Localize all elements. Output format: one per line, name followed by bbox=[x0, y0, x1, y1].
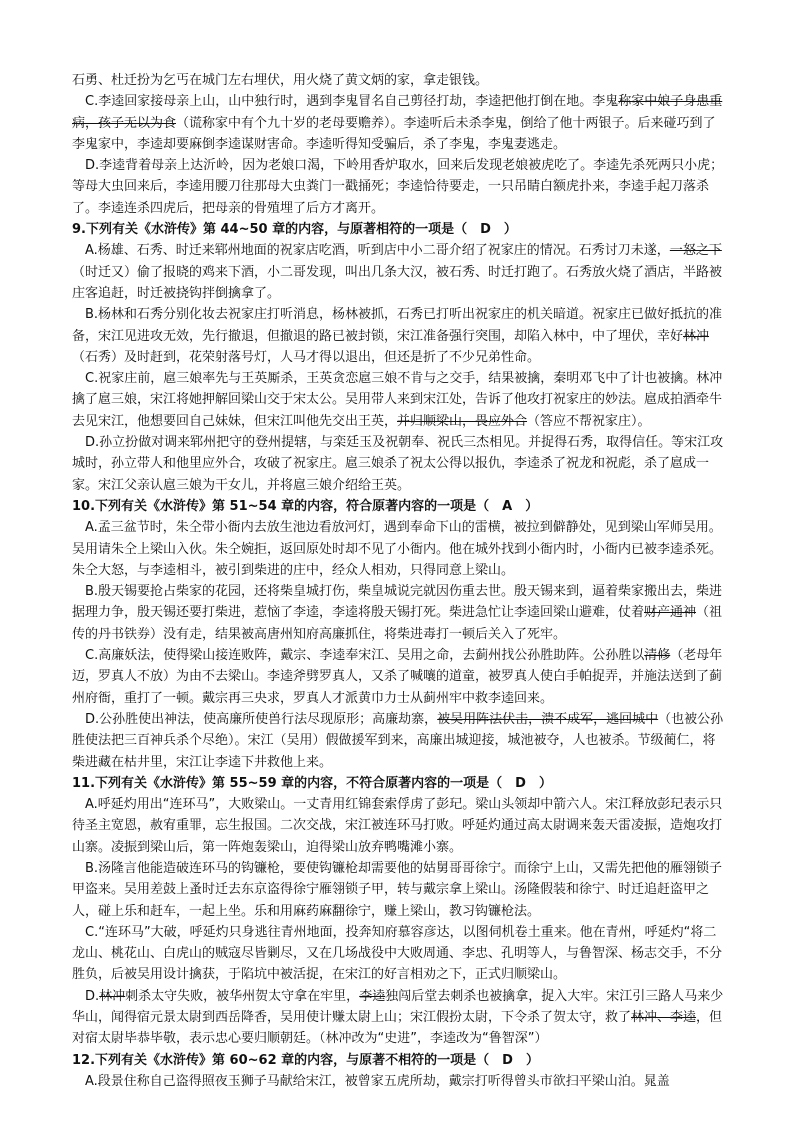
text-run: D. bbox=[85, 988, 100, 1004]
struck-text: 一怒之下 bbox=[669, 243, 722, 259]
text-run: C.“连环马”大破，呼延灼只身逃往青州地面，投奔知府慕容彦达，以图伺机卷土重来。他在青州，呼延灼“将二龙山、桃花山、白虎山的贼寇尽皆剿尽，又在几场战役中大败周通、李忠、孔明等人，与鲁智深、杨志交手，不分胜负，后被吴用设计擒获，于陷坑中被活捉，在宋江的好言相劝之下，正式归顺梁山。 bbox=[72, 924, 723, 983]
paragraph bbox=[72, 517, 728, 581]
paragraph bbox=[72, 922, 728, 986]
struck-text: 林冲、李逵 bbox=[631, 1010, 697, 1026]
struck-text: 并归顺梁山，畏应外合 bbox=[397, 413, 528, 429]
text-run: D.孙立扮做对调来郓州把守的登州提辖，与栾廷玉及祝朝奉、祝氏三杰相见。并捉得石秀，取得信任。等宋江攻城时，孙立带人和他里应外合，攻破了祝家庄。扈三娘杀了祝太公得以报仇，李逵杀了祝龙和祝彪，杀了扈成一家。宋江父亲认扈三娘为干女儿，并将扈三娘介绍给王英。 bbox=[72, 435, 724, 493]
question-heading bbox=[72, 496, 728, 517]
text-run: A.孟三盆节时，朱仝带小衙内去放生池边看放河灯，遇到奉命下山的雷横，被拉到僻静处，见到梁山军师吴用。吴用请朱仝上梁山入伙。朱仝婉拒，返回原处时却不见了小衙内。他在城外找到小衙内时，小衙内已被李逵杀死。朱仝大怒，与李逵相斗，被引到柴进的庄中，经众人相劝，只得同意上梁山。 bbox=[72, 520, 723, 578]
struck-text: 林冲 bbox=[683, 328, 710, 344]
struck-text: 被吴用阵法伏击，溃不成军，逃回城中 bbox=[437, 711, 659, 727]
text-run: （老母年迈，罗真人不放）为由不去梁山。李逵斧劈罗真人，又杀了喊嚷的道童，被罗真人使白手帕捉弄，并施法送到了蓟州府衙，重打了一顿。戴宗再三央求，罗真人才派黄巾力士从蓟州牢中救李逵回来。 bbox=[72, 648, 723, 706]
text-run: ） bbox=[490, 222, 517, 238]
text-run: B.杨林和石秀分别化妆去祝家庄打听消息，杨林被抓，石秀已打听出祝家庄的机关暗道。祝家庄已做好抵抗的准备，宋江见进攻无效，先行撤退，但撤退的路已被封锁，宋江准备强行突围，却陷入林中，中了埋伏，幸好 bbox=[72, 307, 723, 344]
question-heading bbox=[72, 219, 728, 240]
paragraph bbox=[72, 794, 728, 858]
answer-letter: D bbox=[502, 1052, 513, 1068]
text-run: ） bbox=[512, 498, 539, 514]
text-run: D.公孙胜使出神法，使高廉所使兽行法尽现原形；高廉劫寨， bbox=[85, 711, 438, 727]
struck-text: 林冲 bbox=[99, 988, 126, 1004]
text-run: 刺杀太守失败，被华州贺太守拿在牢里， bbox=[125, 988, 360, 1004]
paragraph bbox=[72, 709, 728, 773]
text-run: B.殷天锡要抢占柴家的花园，还将柴皇城打伤，柴皇城说完就因伤重去世。殷天锡来到，逼着柴家搬出去，柴进据理力争，殷天锡还要打柴进，惹恼了李逵，李逵将殷天锡打死。柴进急忙让李逵回梁山避难，仗着 bbox=[72, 584, 723, 621]
paragraph bbox=[72, 155, 728, 219]
text-run: （谎称家中有个九十岁的老母要赡养）。李逵听后未杀李鬼，倒给了他十两银子。后来碰巧到了李鬼家中，李逵却要麻倒李逵谋财害命。李逵听得知受骗后，杀了李鬼，李鬼妻逃走。 bbox=[72, 115, 716, 152]
text-run: A.段景住称自己盗得照夜玉狮子马献给宋江，被曾家五虎所劫，戴宗打听得曾头市欲扫平梁山泊。晁盖 bbox=[85, 1073, 670, 1089]
text-run: C.李逵回家接母亲上山，山中独行时，遇到李鬼冒名自己剪径打劫，李逵把他打倒在地。李鬼 bbox=[85, 94, 619, 110]
struck-text: 称家中娘子身患重病，孩子无以为食 bbox=[72, 94, 723, 131]
paragraph bbox=[72, 858, 728, 922]
text-run: （也被公孙胜使法把三百神兵杀个尽绝）。宋江（吴用）假做援军到来，高廉出城迎接，城池被夺，人也被杀。节级蔺仁，将柴进藏在枯井里，宋江让李逵下井救他上来。 bbox=[72, 711, 724, 770]
text-run: 9.下列有关《水浒传》第 44~50 章的内容，与原著相符的一项是（ bbox=[72, 222, 481, 238]
text-run: （石秀）及时赶到，花荣射落号灯，人马才得以退出，但还是折了不少兄弟性命。 bbox=[72, 349, 541, 365]
paragraph bbox=[72, 432, 728, 496]
paragraph bbox=[72, 304, 728, 368]
question-heading bbox=[72, 773, 728, 794]
text-run: 12.下列有关《水浒传》第 60~62 章的内容，与原著不相符的一项是（ bbox=[72, 1052, 503, 1068]
paragraph bbox=[72, 70, 728, 91]
text-run: A.呼延灼用出“连环马”，大败梁山。一丈青用红锦套索俘虏了彭玘。梁山头领却中箭六人。宋江释放彭玘表示只待圣主宽恩，赦宥重罪，忘生报国。二次交战，宋江被连环马打败。呼延灼通过高太尉调来轰天雷凌振，造炮攻打山寨。凌振到梁山后，第一阵炮轰梁山，迫得梁山放弃鸭嘴滩小寨。 bbox=[72, 797, 723, 855]
text-run: C.祝家庄前，扈三娘率先与王英厮杀，王英贪恋扈三娘不肯与之交手，结果被擒，秦明邓飞中了计也被擒。林冲擒了扈三娘，宋江将她押解回梁山交于宋太公。吴用带人来到宋江处，告诉了他攻打祝家庄的妙法。扈成拍酒牵牛去见宋江，他想要回自己妹妹，但宋江叫他先交出王英， bbox=[72, 371, 723, 429]
question-heading bbox=[72, 1050, 728, 1071]
paragraph bbox=[72, 986, 728, 1050]
text-run: （时迁又）偷了报晓的鸡来下酒，小二哥发现，叫出几条大汉，被石秀、时迁打跑了。石秀放火烧了酒店，半路被庄客追赶，时迁被挠钩拌倒擒拿了。 bbox=[72, 264, 723, 301]
struck-text: 财产通神 bbox=[644, 605, 697, 621]
text-run: ） bbox=[525, 775, 552, 791]
text-run: 11.下列有关《水浒传》第 55~59 章的内容，不符合原著内容的一项是（ bbox=[72, 775, 516, 791]
text-run: ） bbox=[512, 1052, 539, 1068]
text-run: 10.下列有关《水浒传》第 51~54 章的内容，符合原著内容的一项是（ bbox=[72, 498, 503, 514]
paragraph bbox=[72, 240, 728, 304]
text-run: D.李逵背着母亲上达沂岭，因为老娘口渴，下岭用香炉取水，回来后发现老娘被虎吃了。李逵先杀死两只小虎；等母大虫回来后，李逵用腰刀往那母大虫粪门一戳捅死；李逵恰待要走，一只吊睛白额虎扑来，李逵手起刀落杀了。李逵连杀四虎后，把母亲的骨殖埋了后方才离开。 bbox=[72, 158, 724, 216]
paragraph bbox=[72, 581, 728, 645]
paragraph bbox=[72, 368, 728, 432]
answer-letter: A bbox=[502, 498, 513, 514]
paragraph bbox=[72, 91, 728, 155]
text-run: B.汤隆言他能造破连环马的钩镰枪，要使钩镰枪却需要他的姑舅哥哥徐宁。而徐宁上山，又需先把他的雁翎锁子甲盗来。吴用差鼓上蚤时迁去东京盗得徐宁雁翎锁子甲，转与戴宗拿上梁山。汤隆假装和徐宁、时迁追赶盗甲之人，碰上乐和赶车，一起上坐。乐和用麻药麻翻徐宁，赚上梁山，教习钩镰枪法。 bbox=[72, 860, 723, 919]
answer-letter: D bbox=[515, 775, 526, 791]
text-run: 石勇、杜迁扮为乞丐在城门左右埋伏，用火烧了黄文炳的家，拿走银钱。 bbox=[72, 73, 489, 88]
struck-text: 清修 bbox=[644, 648, 671, 664]
text-run: ，但对宿太尉毕恭毕敬，表示忠心要归顺朝廷。（林冲改为“史进”，李逵改为“鲁智深”） bbox=[72, 1010, 723, 1047]
text-run: 独闯后堂去刺杀也被擒拿，捉入大牢。宋江引三路人马来少华山，闻得宿元景太尉到西岳降香，吴用使计赚太尉上山；宋江假扮太尉，下令杀了贺太守，救了 bbox=[72, 988, 724, 1026]
struck-text: 李逵 bbox=[359, 988, 386, 1004]
paragraph bbox=[72, 1071, 728, 1092]
text-run: （祖传的丹书铁券）没有走，结果被高唐州知府高廉抓住，将柴进毒打一顿后关入了死牢。 bbox=[72, 605, 723, 642]
paragraph bbox=[72, 645, 728, 709]
document-page bbox=[72, 70, 728, 1092]
text-run: A.杨雄、石秀、时迁来郓州地面的祝家店吃酒，听到店中小二哥介绍了祝家庄的情况。石秀讨刀未遂， bbox=[85, 243, 670, 259]
answer-letter: D bbox=[480, 222, 491, 238]
text-run: C.高廉妖法，使得梁山接连败阵，戴宗、李逵奉宋江、吴用之命，去蓟州找公孙胜助阵。公孙胜以 bbox=[85, 648, 645, 664]
text-run: （答应不帮祝家庄）。 bbox=[527, 413, 651, 429]
